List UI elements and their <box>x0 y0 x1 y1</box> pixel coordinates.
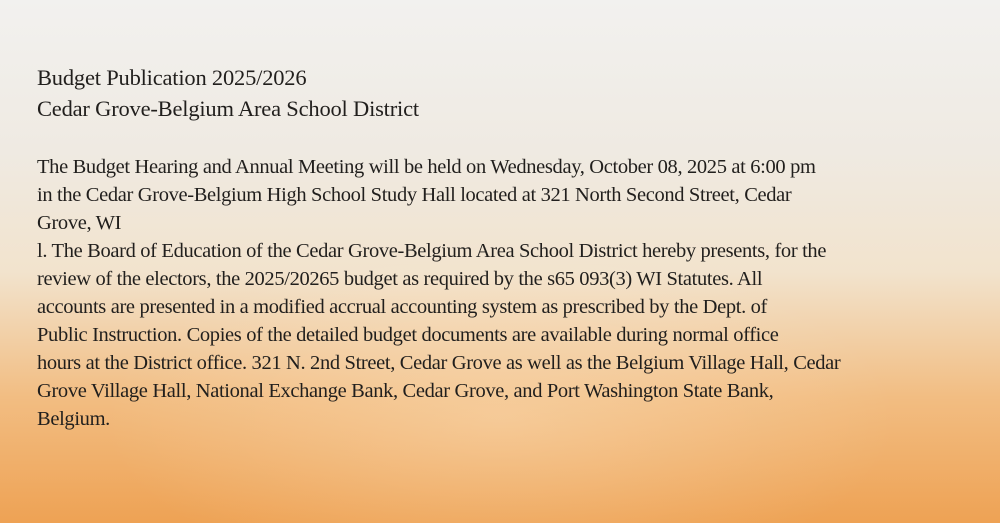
body-line: hours at the District office. 321 N. 2nd Street, Cedar Grove as well as the Belgium Village Hall, Cedar <box>37 352 841 374</box>
title-line-district: Cedar Grove-Belgium Area School District <box>37 96 419 121</box>
body-line: in the Cedar Grove-Belgium High School Study Hall located at 321 North Second Street, Cedar <box>37 184 792 206</box>
body-line: Belgium. <box>37 408 110 430</box>
body-line: review of the electors, the 2025/20265 budget as required by the s65 093(3) WI Statutes. All <box>37 268 763 290</box>
body-line: l. The Board of Education of the Cedar Grove-Belgium Area School District hereby presents, for the <box>37 240 827 262</box>
document-title <box>37 62 972 124</box>
body-line: Grove Village Hall, National Exchange Bank, Cedar Grove, and Port Washington State Bank, <box>37 380 774 402</box>
document-body <box>37 153 972 433</box>
body-line: accounts are presented in a modified accrual accounting system as prescribed by the Dept. of <box>37 296 767 318</box>
body-line: Public Instruction. Copies of the detailed budget documents are available during normal office <box>37 324 779 346</box>
body-line: The Budget Hearing and Annual Meeting will be held on Wednesday, October 08, 2025 at 6:00 pm <box>37 156 816 178</box>
title-line-publication: Budget Publication 2025/2026 <box>37 65 307 90</box>
body-line: Grove, WI <box>37 212 122 234</box>
document-content <box>37 62 972 433</box>
